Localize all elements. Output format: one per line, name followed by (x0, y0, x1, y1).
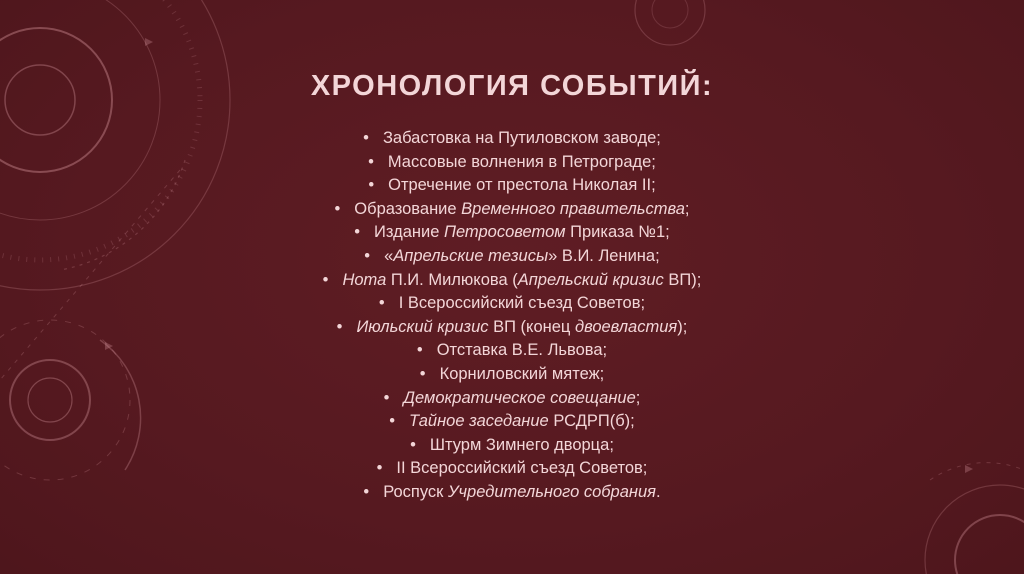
event-text: Массовые волнения в Петрограде; (387, 152, 656, 171)
bullet-marker: • (322, 270, 329, 289)
event-item (0, 174, 1024, 198)
event-item (0, 292, 1024, 316)
event-item (0, 434, 1024, 458)
bullet-marker: • (383, 388, 390, 407)
bullet-marker: • (368, 176, 375, 195)
ring-top-right (635, 0, 705, 45)
event-text: ; (635, 388, 641, 407)
event-text: I Всероссийский съезд Советов; (398, 294, 646, 313)
event-text: Штурм Зимнего дворца; (429, 435, 614, 454)
bullet-marker: • (416, 341, 423, 360)
event-text: Приказа №1; (565, 223, 670, 242)
event-text: ; (684, 199, 690, 218)
arrow-marker-top-left (145, 38, 153, 46)
bullet-marker: • (363, 129, 369, 147)
bullet-marker: • (368, 152, 374, 171)
event-item (0, 457, 1024, 481)
event-item (0, 151, 1024, 175)
ring-top-right-small (652, 0, 688, 28)
event-text-italic: Нота (342, 270, 387, 289)
bullet-marker: • (336, 317, 343, 336)
event-text: Образование (354, 199, 462, 218)
bullet-marker: • (354, 223, 361, 242)
event-text-italic: Демократическое совещание (403, 388, 636, 407)
event-text: Отречение от престола Николая II; (388, 176, 656, 195)
bullet-marker: • (419, 364, 426, 383)
event-item (0, 339, 1024, 363)
event-text-italic: Тайное заседание (409, 412, 549, 431)
event-item (0, 269, 1024, 293)
event-text: П.И. Милюкова ( (386, 270, 518, 289)
bullet-marker: • (363, 482, 370, 501)
event-text: Роспуск (383, 482, 448, 501)
bullet-marker: • (378, 294, 385, 313)
event-item (0, 127, 1024, 151)
event-text-italic: Апрельский кризис (517, 270, 664, 289)
slide-title: ХРОНОЛОГИЯ СОБЫТИЙ: (310, 70, 714, 102)
event-item (0, 245, 1024, 269)
bullet-marker: • (376, 459, 383, 478)
event-item (0, 221, 1024, 245)
event-text: Отставка В.Е. Львова; (436, 341, 608, 360)
event-text: Забастовка на Путиловском заводе; (382, 129, 661, 147)
event-text: ВП (конец (488, 317, 575, 336)
event-text-italic: Временного правительства (461, 199, 685, 218)
event-item (0, 316, 1024, 340)
event-item (0, 481, 1024, 505)
event-item (0, 387, 1024, 411)
event-text: II Всероссийский съезд Советов; (396, 459, 648, 478)
bullet-marker: • (410, 435, 416, 454)
event-item (0, 198, 1024, 222)
ring-bottom-right-mid (955, 515, 1024, 574)
bullet-marker: • (364, 246, 371, 265)
event-text: РСДРП(б); (548, 412, 635, 431)
event-text: ); (677, 317, 688, 336)
event-item (0, 410, 1024, 434)
bullet-marker: • (389, 412, 396, 431)
events-list (0, 127, 1024, 505)
event-text-italic: Апрельские тезисы (393, 246, 549, 265)
event-item (0, 363, 1024, 387)
event-text-italic: Июльский кризис (356, 317, 489, 336)
event-text-italic: Петросоветом (443, 223, 566, 242)
event-text: « (384, 246, 394, 265)
event-text: » В.И. Ленина; (548, 246, 660, 265)
event-text-italic: Учредительного собрания (447, 482, 656, 501)
event-text: . (655, 482, 661, 501)
bullet-marker: • (334, 199, 341, 218)
event-text-italic: двоевластия (574, 317, 678, 336)
event-text: Издание (374, 223, 444, 242)
event-text: Корниловский мятеж; (439, 364, 605, 383)
event-text: ВП); (663, 270, 702, 289)
